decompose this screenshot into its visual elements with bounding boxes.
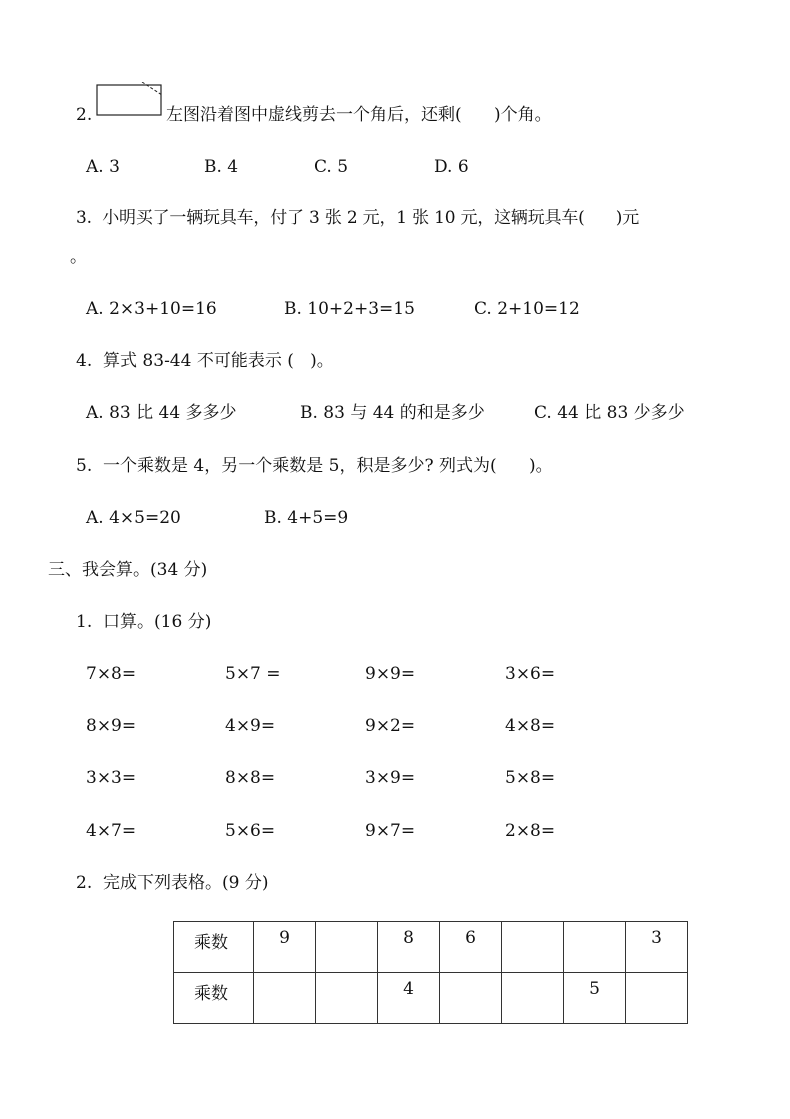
table-cell <box>316 922 378 973</box>
q3-text: 3. 小明买了一辆玩具车，付了 3 张 2 元，1 张 10 元，这辆玩具车( )元 <box>76 208 640 228</box>
q2-option-c: C. 5 <box>314 157 349 177</box>
q5-text: 5. 一个乘数是 4，另一个乘数是 5，积是多少? 列式为( )。 <box>76 456 553 476</box>
oral-item: 5×6= <box>225 821 276 841</box>
table-question-title: 2. 完成下列表格。(9 分) <box>76 873 269 893</box>
table-cell <box>502 973 564 1024</box>
table-cell <box>254 973 316 1024</box>
oral-item: 5×7 = <box>225 664 281 684</box>
q2-number: 2. <box>76 105 93 125</box>
oral-item: 2×8= <box>505 821 556 841</box>
table-cell <box>440 973 502 1024</box>
q4-option-c: C. 44 比 83 少多少 <box>534 403 685 423</box>
q2-option-b: B. 4 <box>204 157 239 177</box>
table-cell: 8 <box>378 922 440 973</box>
table-cell: 5 <box>564 973 626 1024</box>
oral-item: 3×9= <box>365 768 416 788</box>
oral-item: 8×8= <box>225 768 276 788</box>
oral-item: 9×7= <box>365 821 416 841</box>
oral-item: 4×8= <box>505 716 556 736</box>
table-cell <box>502 922 564 973</box>
q5-option-b: B. 4+5=9 <box>264 508 349 528</box>
oral-item: 3×6= <box>505 664 556 684</box>
table-cell: 6 <box>440 922 502 973</box>
table-cell: 9 <box>254 922 316 973</box>
table-cell: 3 <box>626 922 688 973</box>
table-cell <box>564 922 626 973</box>
q2-option-d: D. 6 <box>434 157 469 177</box>
table-row <box>174 973 688 1024</box>
oral-item: 9×9= <box>365 664 416 684</box>
table-cell: 4 <box>378 973 440 1024</box>
table-cell <box>316 973 378 1024</box>
row-header: 乘数 <box>174 973 254 1024</box>
q3-option-a: A. 2×3+10=16 <box>86 299 217 319</box>
q3-option-c: C. 2+10=12 <box>474 299 580 319</box>
section-3-title: 三、我会算。(34 分) <box>48 560 208 580</box>
table-row <box>174 922 688 973</box>
q3-option-b: B. 10+2+3=15 <box>284 299 415 319</box>
multiplication-table <box>173 921 688 1024</box>
oral-item: 5×8= <box>505 768 556 788</box>
q4-option-a: A. 83 比 44 多多少 <box>86 403 237 423</box>
q5-option-a: A. 4×5=20 <box>86 508 181 528</box>
oral-item: 4×9= <box>225 716 276 736</box>
oral-item: 8×9= <box>86 716 137 736</box>
q4-option-b: B. 83 与 44 的和是多少 <box>300 403 485 423</box>
row-header: 乘数 <box>174 922 254 973</box>
rectangle-figure <box>96 82 162 116</box>
q2-option-a: A. 3 <box>86 157 120 177</box>
oral-item: 4×7= <box>86 821 137 841</box>
oral-item: 7×8= <box>86 664 137 684</box>
q3-tail: 。 <box>70 247 87 267</box>
q2-text: 左图沿着图中虚线剪去一个角后，还剩( )个角。 <box>166 105 552 125</box>
oral-item: 3×3= <box>86 768 137 788</box>
oral-calc-title: 1. 口算。(16 分) <box>76 612 212 632</box>
q4-text: 4. 算式 83-44 不可能表示 ( )。 <box>76 351 334 371</box>
oral-item: 9×2= <box>365 716 416 736</box>
table-cell <box>626 973 688 1024</box>
